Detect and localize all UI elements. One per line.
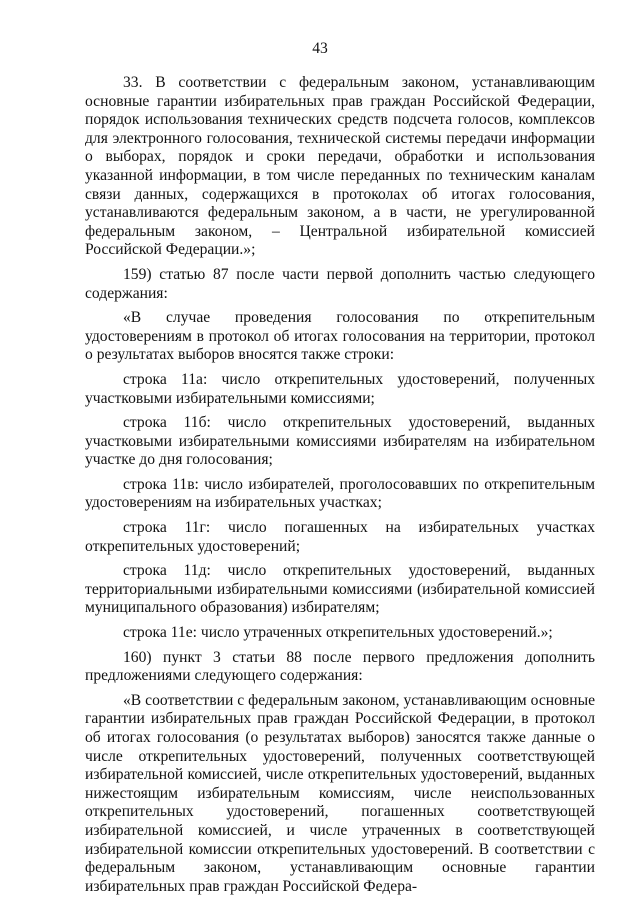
paragraph-quote-intro: «В случае проведения голосования по открепительным удостоверениям в протокол об итогах голосования на территории, протокол о результатах выборов вносятся также строки: [85,309,595,364]
paragraph-line-11a: строка 11а: число открепительных удостоверений, полученных участковыми избирательными комиссиями; [85,370,595,407]
paragraph-amendment-160: 160) пункт 3 статьи 88 после первого предложения дополнить предложениями следующего содержания: [85,648,595,685]
paragraph-quote-article-88: «В соответствии с федеральным законом, устанавливающим основные гарантии избирательных прав граждан Российской Федерации, в протокол об итогах голосования (о результатах выборов) заносятся также данные о числе открепительных удостоверений, полученных соответствующей избирательной комиссией, числе открепительных удостоверений, выданных нижестоящим избирательным комиссиям, числе неиспользованных открепительных удостоверений, погашенных соответствующей избирательной комиссией, и числе утраченных в соответствующей избирательной комиссии открепительных удостоверений. В соответствии с федеральным законом, устанавливающим основные гарантии избирательных прав граждан Российской Федера- [85,691,595,895]
paragraph-amendment-159: 159) статью 87 после части первой дополнить частью следующего содержания: [85,265,595,302]
paragraph-line-11b: строка 11б: число открепительных удостоверений, выданных участковыми избирательными комиссиями избирателям на избирательном участке до дня голосования; [85,414,595,469]
paragraph-line-11d: строка 11д: число открепительных удостоверений, выданных территориальными избирательными комиссиями (избирательной комиссией муниципального образования) избирателям; [85,562,595,617]
paragraph-item-33: 33. В соответствии с федеральным законом, устанавливающим основные гарантии избирательных прав граждан Российской Федерации, порядок использования технических средств подсчета голосов, комплексов для электронного голосования, технической системы передачи информации о выборах, порядок и сроки передачи, обработки и использования указанной информации, в том числе переданных по техническим каналам связи данных, содержащихся в протоколах об итогах голосования, устанавливаются федеральным законом, а в части, не урегулированной федеральным законом, – Центральной избирательной комиссией Российской Федерации.»; [85,74,595,259]
paragraph-line-11e: строка 11е: число утраченных открепительных удостоверений.»; [123,624,553,642]
paragraph-line-11v: строка 11в: число избирателей, проголосовавших по открепительным удостоверениям на избирательных участках; [85,475,595,512]
document-body [85,74,595,896]
paragraph-line-11g: строка 11г: число погашенных на избирательных участках открепительных удостоверений; [85,519,595,555]
page-number: 43 [312,40,328,57]
